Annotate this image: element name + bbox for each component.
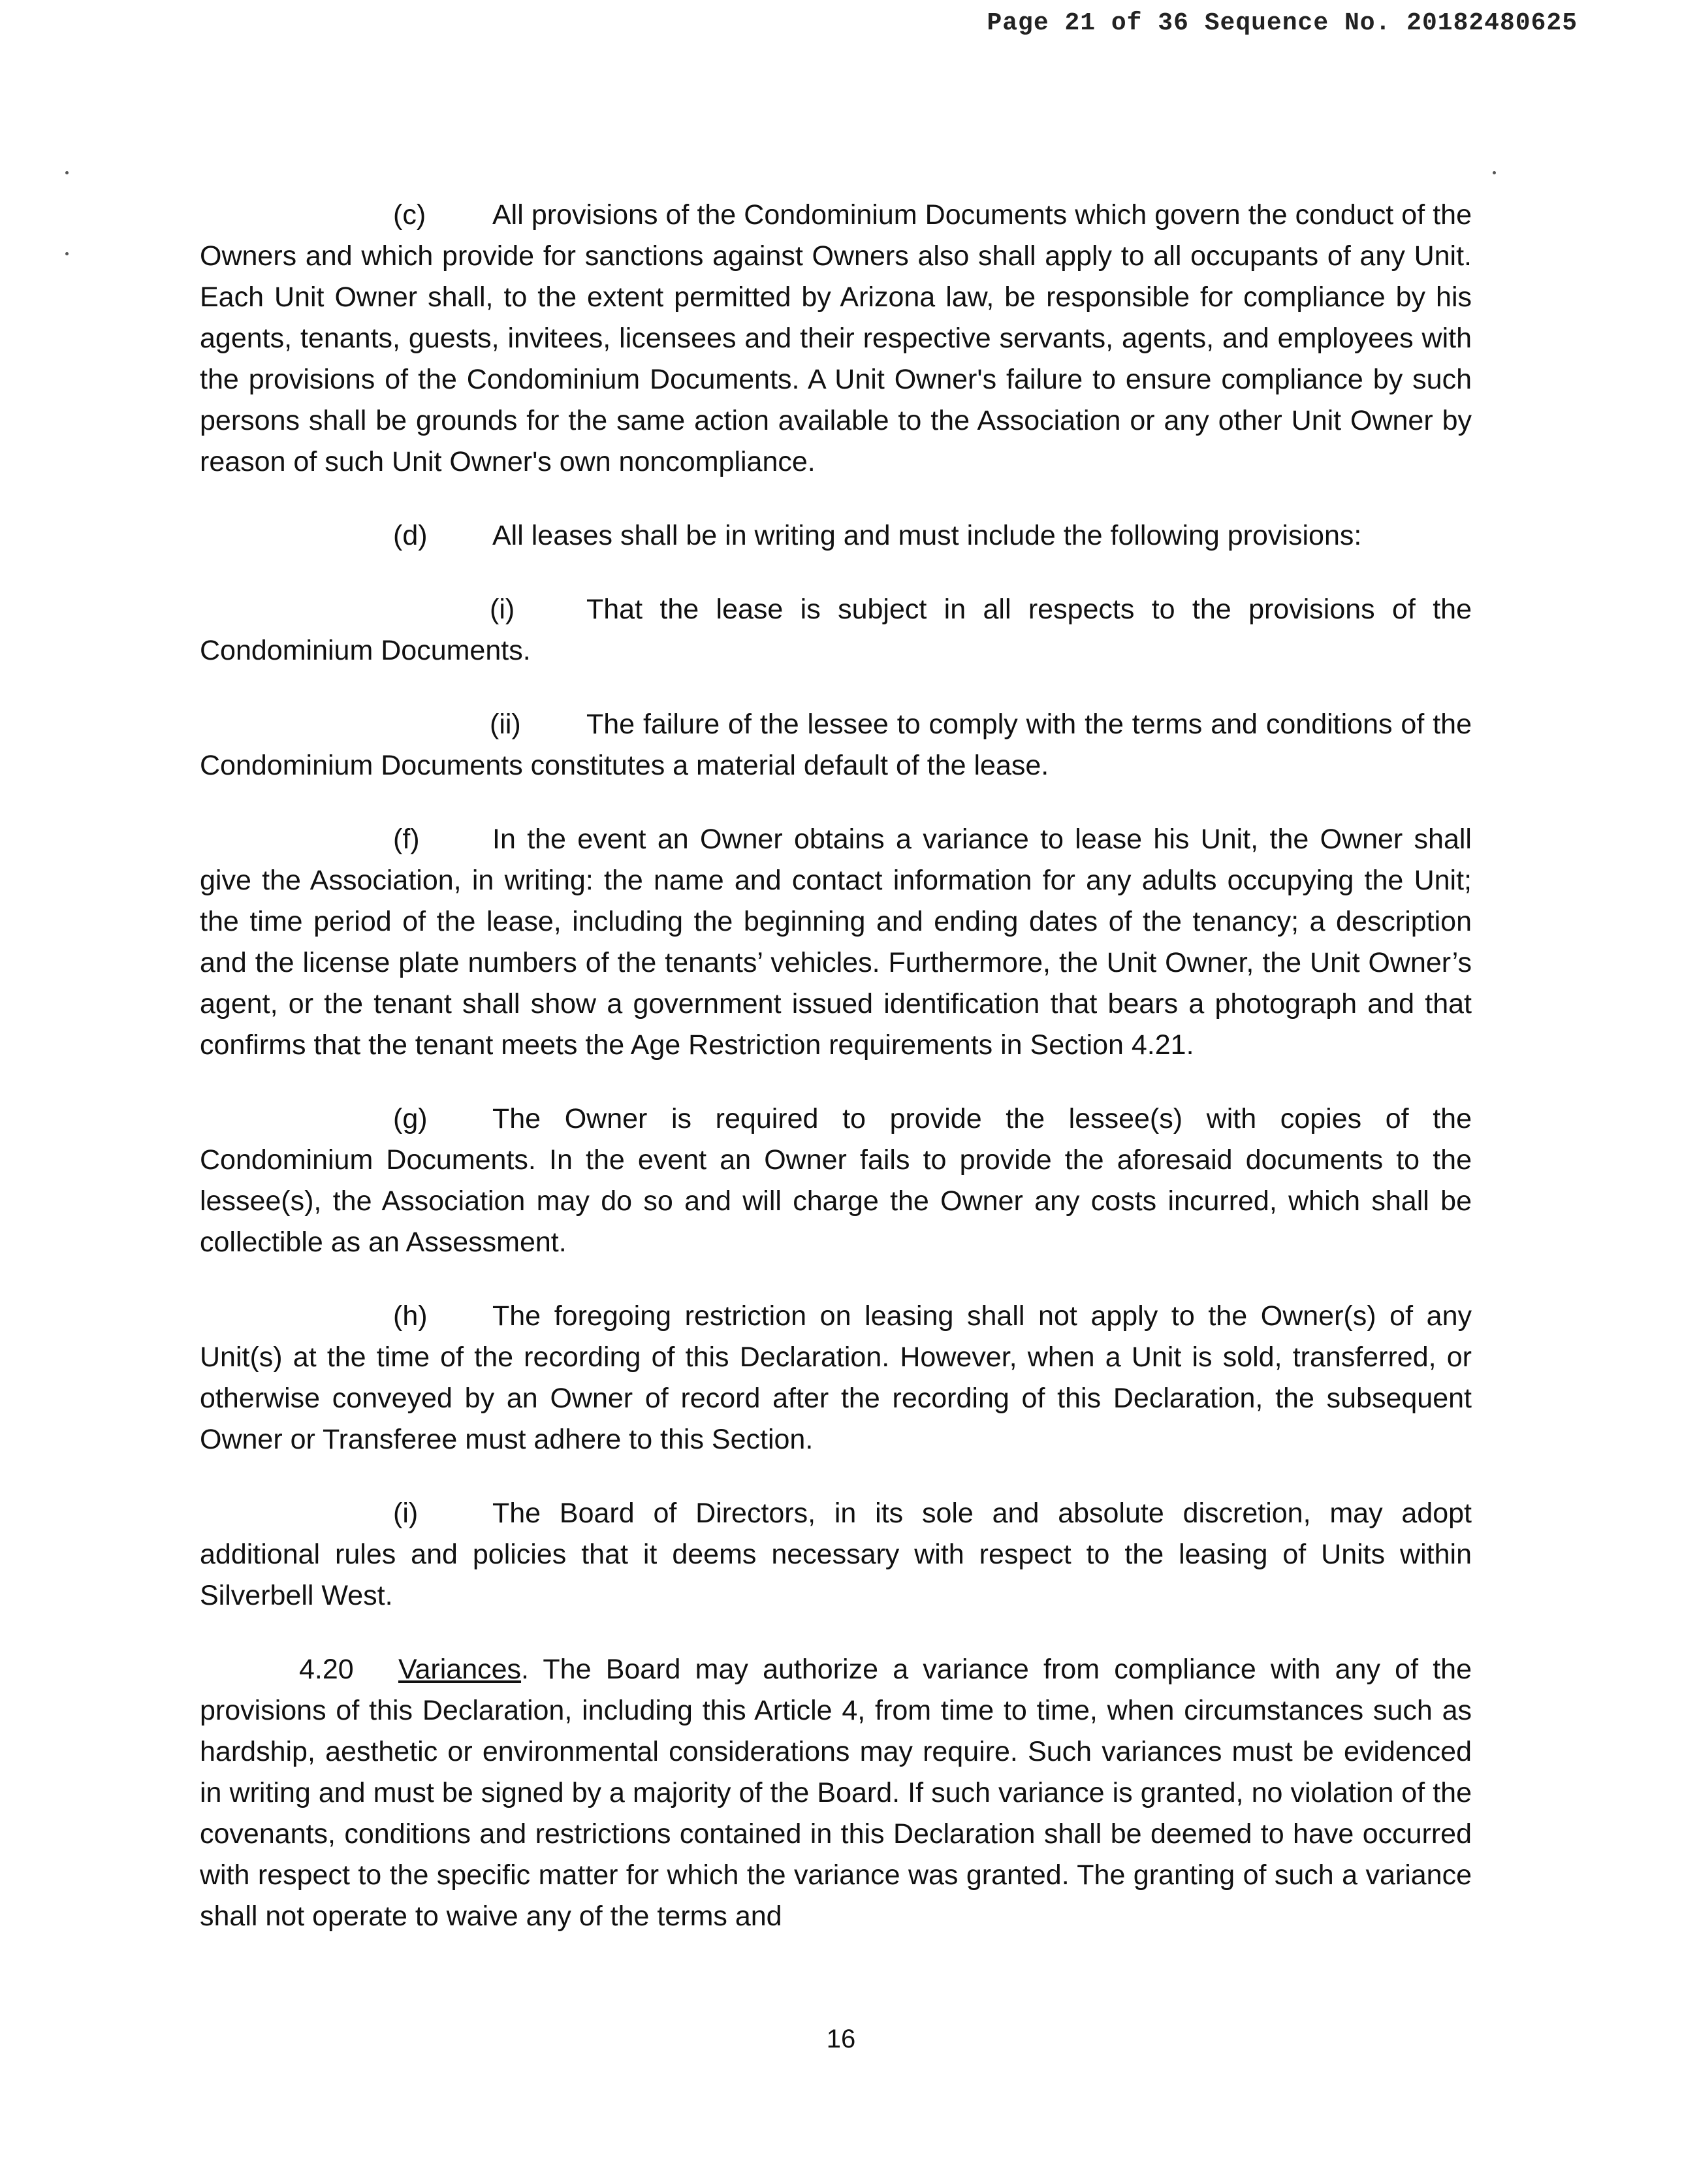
paragraph-label: (f) xyxy=(393,824,420,855)
paragraph-label: (g) xyxy=(393,1103,428,1134)
paragraph-text: The foregoing restriction on leasing shall not apply to the Owner(s) of any Unit(s) at the time of the recording of this Declaration. However, when a Unit is sold, transferred, or otherwise conveyed by an Owner of record after the recording of this Declaration, the subsequent Owner or Transferee must adhere to this Section. xyxy=(200,1300,1472,1455)
scan-speck xyxy=(65,171,69,174)
paragraph-text: The Board of Directors, in its sole and absolute discretion, may adopt additional rules and policies that it deems necessary with respect to the leasing of Units within Silverbell West. xyxy=(200,1498,1472,1611)
paragraph-text: All leases shall be in writing and must include the following provisions: xyxy=(492,520,1362,551)
section-number: 4.20 xyxy=(299,1654,354,1685)
paragraph-label: (d) xyxy=(393,520,428,551)
paragraph-h xyxy=(200,1296,1472,1460)
paragraph-g xyxy=(200,1099,1472,1263)
section-text: . The Board may authorize a variance from compliance with any of the provisions of this Declaration, including this Article 4, from time to time, when circumstances such as hardship, aesthetic or environmental considerations may require. Such variances must be evidenced in writing and must be signed by a majority of the Board. If such variance is granted, no violation of the covenants, conditions and restrictions contained in this Declaration shall be deemed to have occurred with respect to the specific matter for which the variance was granted. The granting of such a variance shall not operate to waive any of the terms and xyxy=(200,1654,1472,1932)
paragraph-text: All provisions of the Condominium Documents which govern the conduct of the Owners and which provide for sanctions against Owners also shall apply to all occupants of any Unit. Each Unit Owner shall, to the extent permitted by Arizona law, be responsible for compliance by his agents, tenants, guests, invitees, licensees and their respective servants, agents, and employees with the provisions of the Condominium Documents. A Unit Owner's failure to ensure compliance by such persons shall be grounds for the same action available to the Association or any other Unit Owner by reason of such Unit Owner's own noncompliance. xyxy=(200,199,1472,477)
paragraph-c xyxy=(200,195,1472,483)
section-4-20 xyxy=(200,1649,1472,1937)
section-title: Variances xyxy=(398,1654,522,1685)
paragraph-i xyxy=(200,1493,1472,1616)
paragraph-text: The Owner is required to provide the lessee(s) with copies of the Condominium Documents. In the event an Owner fails to provide the aforesaid documents to the lessee(s), the Association may do so and will charge the Owner any costs incurred, which shall be collectible as an Assessment. xyxy=(200,1103,1472,1258)
paragraph-text: In the event an Owner obtains a variance to lease his Unit, the Owner shall give the Association, in writing: the name and contact information for any adults occupying the Unit; the time period of the lease, including the beginning and ending dates of the tenancy; a description and the license plate numbers of the tenants’ vehicles. Furthermore, the Unit Owner, the Unit Owner’s agent, or the tenant shall show a government issued identification that bears a photograph and that confirms that the tenant meets the Age Restriction requirements in Section 4.21. xyxy=(200,824,1472,1061)
paragraph-label: (c) xyxy=(393,199,426,231)
paragraph-label: (i) xyxy=(393,1498,419,1529)
paragraph-d-ii xyxy=(200,704,1472,786)
paragraph-label: (ii) xyxy=(490,709,521,740)
paragraph-label: (i) xyxy=(490,594,515,625)
paragraph-text: That the lease is subject in all respects to the provisions of the Condominium Documents. xyxy=(200,594,1472,666)
scan-speck xyxy=(65,252,69,255)
paragraph-label: (h) xyxy=(393,1300,428,1332)
page-number: 16 xyxy=(826,2025,856,2053)
paragraph-d-i xyxy=(200,589,1472,671)
paragraph-d xyxy=(200,515,1472,556)
document-body xyxy=(200,195,1472,1937)
page-header: Page 21 of 36 Sequence No. 20182480625 xyxy=(987,9,1578,37)
scan-speck xyxy=(1493,171,1496,174)
paragraph-f xyxy=(200,819,1472,1066)
paragraph-text: The failure of the lessee to comply with the terms and conditions of the Condominium Documents constitutes a material default of the lease. xyxy=(200,709,1472,781)
